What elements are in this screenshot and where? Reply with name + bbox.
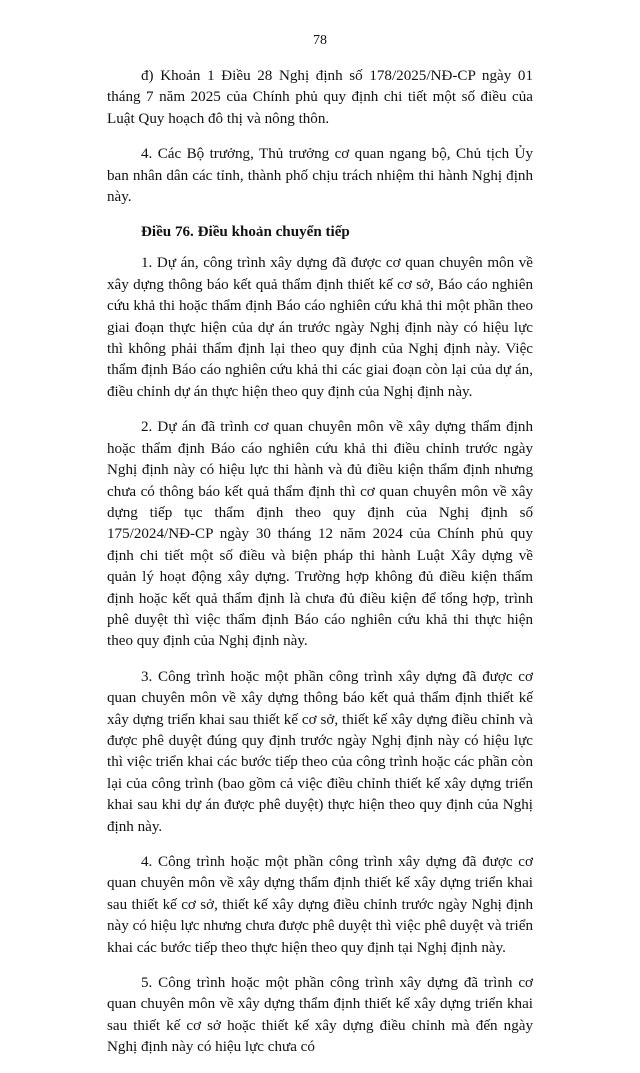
article-76-clause-4: 4. Công trình hoặc một phần công trình xây dựng đã được cơ quan chuyên môn về xây dựng thẩm định thiết kế xây dựng triển khai sau thiết kế cơ sở, thiết kế xây dựng điều chỉnh trước ngày Nghị định này có hiệu lực nhưng chưa được phê duyệt thì việc phê duyệt và triển khai các bước tiếp theo thực hiện theo quy định tại Nghị định này. (107, 854, 533, 956)
article-76-heading: Điều 76. Điều khoản chuyển tiếp (141, 224, 350, 241)
clause-4-paragraph: 4. Các Bộ trưởng, Thủ trưởng cơ quan ngang bộ, Chủ tịch Ủy ban nhân dân các tỉnh, thành phố chịu trách nhiệm thi hành Nghị định này. (107, 146, 533, 206)
article-76-clause-1: 1. Dự án, công trình xây dựng đã được cơ quan chuyên môn về xây dựng thông báo kết quả thẩm định thiết kế cơ sở, Báo cáo nghiên cứu khả thi hoặc thẩm định Báo cáo nghiên cứu khả thi một phần theo giai đoạn thực hiện của dự án trước ngày Nghị định này có hiệu lực thì không phải thẩm định lại theo quy định của Nghị định này. Việc thẩm định Báo cáo nghiên cứu khả thi các giai đoạn còn lại của dự án, điều chỉnh dự án thực hiện theo quy định của Nghị định này. (107, 255, 533, 400)
clause-d-paragraph: đ) Khoản 1 Điều 28 Nghị định số 178/2025/NĐ-CP ngày 01 tháng 7 năm 2025 của Chính phủ quy định chi tiết một số điều của Luật Quy hoạch đô thị và nông thôn. (107, 68, 533, 127)
article-76-clause-5: 5. Công trình hoặc một phần công trình xây dựng đã trình cơ quan chuyên môn về xây dựng thẩm định thiết kế xây dựng triển khai sau thiết kế cơ sở hoặc thiết kế xây dựng điều chỉnh mà đến ngày Nghị định này có hiệu lực chưa có (107, 975, 533, 1056)
article-76-clause-2: 2. Dự án đã trình cơ quan chuyên môn về xây dựng thẩm định hoặc thẩm định Báo cáo nghiên cứu khả thi điều chỉnh trước ngày Nghị định này có hiệu lực thi hành và đủ điều kiện thẩm định nhưng chưa có thông báo kết quả thẩm định thì cơ quan chuyên môn về xây dựng tiếp tục thẩm định theo quy định của Nghị định số 175/2024/NĐ-CP ngày 30 tháng 12 năm 2024 của Chính phủ quy định chi tiết một số điều và biện pháp thi hành Luật Xây dựng về quản lý hoạt động xây dựng. Trường hợp không đủ điều kiện thẩm định hoặc kết quả thẩm định là chưa đủ điều kiện để tổng hợp, trình phê duyệt thì việc thẩm định Báo cáo nghiên cứu khả thi thực hiện theo quy định của Nghị định này. (107, 419, 533, 650)
document-body (107, 66, 533, 1073)
page-number: 78 (313, 33, 327, 48)
article-76-clause-3: 3. Công trình hoặc một phần công trình xây dựng đã được cơ quan chuyên môn về xây dựng thông báo kết quả thẩm định thiết kế xây dựng triển khai sau thiết kế cơ sở, thiết kế xây dựng điều chỉnh và được phê duyệt đúng quy định trước ngày Nghị định này có hiệu lực thì việc triển khai các bước tiếp theo của công trình hoặc các phần còn lại của công trình (bao gồm cả việc điều chỉnh thiết kế xây dựng triển khai sau khi dự án được phê duyệt) thực hiện theo quy định của Nghị định này. (107, 668, 533, 835)
